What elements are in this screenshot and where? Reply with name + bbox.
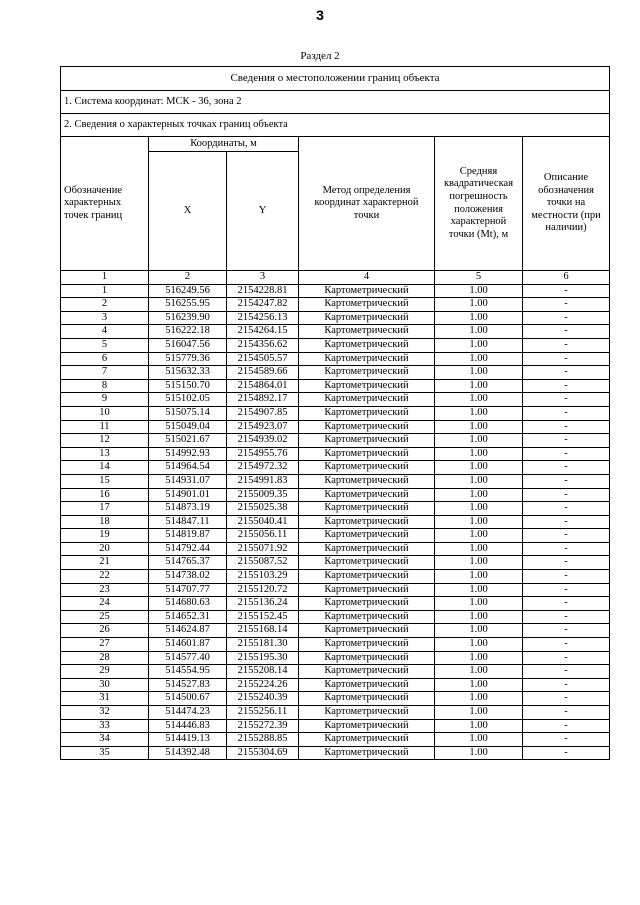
description-cell: - bbox=[523, 325, 610, 339]
x-coordinate-cell: 514652.31 bbox=[149, 610, 227, 624]
y-coordinate-cell: 2154256.13 bbox=[227, 311, 299, 325]
x-coordinate-cell: 515779.36 bbox=[149, 352, 227, 366]
accuracy-cell: 1.00 bbox=[435, 570, 523, 584]
accuracy-cell: 1.00 bbox=[435, 515, 523, 529]
header-accuracy: Средняя квадратическая погрешность положения характерной точки (Mt), м bbox=[435, 137, 523, 271]
point-number-cell: 26 bbox=[61, 624, 149, 638]
method-cell: Картометрический bbox=[299, 719, 435, 733]
accuracy-cell: 1.00 bbox=[435, 651, 523, 665]
y-coordinate-cell: 2155208.14 bbox=[227, 665, 299, 679]
method-cell: Картометрический bbox=[299, 733, 435, 747]
x-coordinate-cell: 514992.93 bbox=[149, 447, 227, 461]
header-point-designation: Обозначение характерных точек границ bbox=[61, 137, 149, 271]
y-coordinate-cell: 2155272.39 bbox=[227, 719, 299, 733]
y-coordinate-cell: 2154892.17 bbox=[227, 393, 299, 407]
column-number: 3 bbox=[227, 271, 299, 285]
coordinate-system-row bbox=[61, 91, 610, 114]
table-row bbox=[61, 447, 610, 461]
accuracy-cell: 1.00 bbox=[435, 284, 523, 298]
description-cell: - bbox=[523, 447, 610, 461]
description-cell: - bbox=[523, 597, 610, 611]
method-cell: Картометрический bbox=[299, 678, 435, 692]
column-numbers-row bbox=[61, 271, 610, 285]
point-number-cell: 16 bbox=[61, 488, 149, 502]
table-row bbox=[61, 529, 610, 543]
x-coordinate-cell: 514819.87 bbox=[149, 529, 227, 543]
x-coordinate-cell: 514392.48 bbox=[149, 746, 227, 760]
method-cell: Картометрический bbox=[299, 597, 435, 611]
description-cell: - bbox=[523, 379, 610, 393]
description-cell: - bbox=[523, 542, 610, 556]
y-coordinate-cell: 2155288.85 bbox=[227, 733, 299, 747]
point-number-cell: 19 bbox=[61, 529, 149, 543]
points-heading: 2. Сведения о характерных точках границ объекта bbox=[61, 114, 610, 137]
x-coordinate-cell: 514500.67 bbox=[149, 692, 227, 706]
point-number-cell: 1 bbox=[61, 284, 149, 298]
description-cell: - bbox=[523, 583, 610, 597]
method-cell: Картометрический bbox=[299, 624, 435, 638]
point-number-cell: 27 bbox=[61, 638, 149, 652]
x-coordinate-cell: 516255.95 bbox=[149, 298, 227, 312]
header-description: Описание обозначения точки на местности (при наличии) bbox=[523, 137, 610, 271]
method-cell: Картометрический bbox=[299, 461, 435, 475]
description-cell: - bbox=[523, 488, 610, 502]
description-cell: - bbox=[523, 366, 610, 380]
description-cell: - bbox=[523, 338, 610, 352]
table-row bbox=[61, 325, 610, 339]
point-number-cell: 4 bbox=[61, 325, 149, 339]
description-cell: - bbox=[523, 610, 610, 624]
point-number-cell: 6 bbox=[61, 352, 149, 366]
point-number-cell: 13 bbox=[61, 447, 149, 461]
y-coordinate-cell: 2155056.11 bbox=[227, 529, 299, 543]
x-coordinate-cell: 515150.70 bbox=[149, 379, 227, 393]
description-cell: - bbox=[523, 719, 610, 733]
method-cell: Картометрический bbox=[299, 447, 435, 461]
section-label: Раздел 2 bbox=[300, 50, 340, 62]
table-row bbox=[61, 338, 610, 352]
y-coordinate-cell: 2155181.30 bbox=[227, 638, 299, 652]
y-coordinate-cell: 2155120.72 bbox=[227, 583, 299, 597]
table-row bbox=[61, 488, 610, 502]
method-cell: Картометрический bbox=[299, 692, 435, 706]
description-cell: - bbox=[523, 420, 610, 434]
table-row bbox=[61, 746, 610, 760]
column-number: 4 bbox=[299, 271, 435, 285]
x-coordinate-cell: 514474.23 bbox=[149, 706, 227, 720]
method-cell: Картометрический bbox=[299, 338, 435, 352]
method-cell: Картометрический bbox=[299, 406, 435, 420]
method-cell: Картометрический bbox=[299, 311, 435, 325]
accuracy-cell: 1.00 bbox=[435, 502, 523, 516]
accuracy-cell: 1.00 bbox=[435, 638, 523, 652]
method-cell: Картометрический bbox=[299, 502, 435, 516]
accuracy-cell: 1.00 bbox=[435, 420, 523, 434]
y-coordinate-cell: 2155025.38 bbox=[227, 502, 299, 516]
x-coordinate-cell: 514792.44 bbox=[149, 542, 227, 556]
y-coordinate-cell: 2155136.24 bbox=[227, 597, 299, 611]
table-row bbox=[61, 719, 610, 733]
point-number-cell: 3 bbox=[61, 311, 149, 325]
table-row bbox=[61, 284, 610, 298]
x-coordinate-cell: 514577.40 bbox=[149, 651, 227, 665]
x-coordinate-cell: 514419.13 bbox=[149, 733, 227, 747]
coordinate-system: 1. Система координат: МСК - 36, зона 2 bbox=[61, 91, 610, 114]
accuracy-cell: 1.00 bbox=[435, 406, 523, 420]
point-number-cell: 8 bbox=[61, 379, 149, 393]
x-coordinate-cell: 514873.19 bbox=[149, 502, 227, 516]
y-coordinate-cell: 2155168.14 bbox=[227, 624, 299, 638]
description-cell: - bbox=[523, 515, 610, 529]
accuracy-cell: 1.00 bbox=[435, 393, 523, 407]
point-number-cell: 25 bbox=[61, 610, 149, 624]
accuracy-cell: 1.00 bbox=[435, 692, 523, 706]
x-coordinate-cell: 516249.56 bbox=[149, 284, 227, 298]
table-row bbox=[61, 651, 610, 665]
point-number-cell: 34 bbox=[61, 733, 149, 747]
method-cell: Картометрический bbox=[299, 706, 435, 720]
table-row bbox=[61, 379, 610, 393]
y-coordinate-cell: 2154907.85 bbox=[227, 406, 299, 420]
x-coordinate-cell: 516047.56 bbox=[149, 338, 227, 352]
table-row bbox=[61, 474, 610, 488]
y-coordinate-cell: 2154228.81 bbox=[227, 284, 299, 298]
y-coordinate-cell: 2155304.69 bbox=[227, 746, 299, 760]
point-number-cell: 31 bbox=[61, 692, 149, 706]
table-row bbox=[61, 624, 610, 638]
description-cell: - bbox=[523, 624, 610, 638]
header-row-1 bbox=[61, 137, 610, 152]
point-number-cell: 24 bbox=[61, 597, 149, 611]
method-cell: Картометрический bbox=[299, 570, 435, 584]
method-cell: Картометрический bbox=[299, 542, 435, 556]
accuracy-cell: 1.00 bbox=[435, 311, 523, 325]
accuracy-cell: 1.00 bbox=[435, 678, 523, 692]
x-coordinate-cell: 514738.02 bbox=[149, 570, 227, 584]
table-row bbox=[61, 733, 610, 747]
accuracy-cell: 1.00 bbox=[435, 733, 523, 747]
table-row bbox=[61, 406, 610, 420]
x-coordinate-cell: 514931.07 bbox=[149, 474, 227, 488]
description-cell: - bbox=[523, 638, 610, 652]
x-coordinate-cell: 514901.01 bbox=[149, 488, 227, 502]
header-method: Метод определения координат характерной точки bbox=[299, 137, 435, 271]
method-cell: Картометрический bbox=[299, 434, 435, 448]
accuracy-cell: 1.00 bbox=[435, 434, 523, 448]
table-row bbox=[61, 311, 610, 325]
accuracy-cell: 1.00 bbox=[435, 461, 523, 475]
page-number: 3 bbox=[316, 7, 324, 23]
table-row bbox=[61, 352, 610, 366]
y-coordinate-cell: 2155256.11 bbox=[227, 706, 299, 720]
description-cell: - bbox=[523, 474, 610, 488]
table-row bbox=[61, 665, 610, 679]
x-coordinate-cell: 514707.77 bbox=[149, 583, 227, 597]
accuracy-cell: 1.00 bbox=[435, 597, 523, 611]
point-number-cell: 9 bbox=[61, 393, 149, 407]
point-number-cell: 10 bbox=[61, 406, 149, 420]
table-row bbox=[61, 556, 610, 570]
y-coordinate-cell: 2154955.76 bbox=[227, 447, 299, 461]
description-cell: - bbox=[523, 556, 610, 570]
x-coordinate-cell: 514765.37 bbox=[149, 556, 227, 570]
accuracy-cell: 1.00 bbox=[435, 488, 523, 502]
y-coordinate-cell: 2154505.57 bbox=[227, 352, 299, 366]
y-coordinate-cell: 2155071.92 bbox=[227, 542, 299, 556]
column-number: 6 bbox=[523, 271, 610, 285]
point-number-cell: 30 bbox=[61, 678, 149, 692]
table-row bbox=[61, 692, 610, 706]
x-coordinate-cell: 514680.63 bbox=[149, 597, 227, 611]
table-row bbox=[61, 610, 610, 624]
y-coordinate-cell: 2155195.30 bbox=[227, 651, 299, 665]
y-coordinate-cell: 2154589.66 bbox=[227, 366, 299, 380]
method-cell: Картометрический bbox=[299, 474, 435, 488]
method-cell: Картометрический bbox=[299, 746, 435, 760]
method-cell: Картометрический bbox=[299, 325, 435, 339]
y-coordinate-cell: 2155103.29 bbox=[227, 570, 299, 584]
description-cell: - bbox=[523, 733, 610, 747]
table-row bbox=[61, 502, 610, 516]
accuracy-cell: 1.00 bbox=[435, 665, 523, 679]
accuracy-cell: 1.00 bbox=[435, 352, 523, 366]
x-coordinate-cell: 514527.83 bbox=[149, 678, 227, 692]
y-coordinate-cell: 2154264.15 bbox=[227, 325, 299, 339]
y-coordinate-cell: 2154923.07 bbox=[227, 420, 299, 434]
column-number: 1 bbox=[61, 271, 149, 285]
table-title: Сведения о местоположении границ объекта bbox=[61, 67, 610, 91]
points-heading-row bbox=[61, 114, 610, 137]
description-cell: - bbox=[523, 393, 610, 407]
method-cell: Картометрический bbox=[299, 352, 435, 366]
y-coordinate-cell: 2155240.39 bbox=[227, 692, 299, 706]
table-row bbox=[61, 366, 610, 380]
table-row bbox=[61, 570, 610, 584]
point-number-cell: 29 bbox=[61, 665, 149, 679]
y-coordinate-cell: 2154356.62 bbox=[227, 338, 299, 352]
point-number-cell: 21 bbox=[61, 556, 149, 570]
method-cell: Картометрический bbox=[299, 366, 435, 380]
table-row bbox=[61, 583, 610, 597]
method-cell: Картометрический bbox=[299, 583, 435, 597]
point-number-cell: 12 bbox=[61, 434, 149, 448]
description-cell: - bbox=[523, 706, 610, 720]
description-cell: - bbox=[523, 352, 610, 366]
accuracy-cell: 1.00 bbox=[435, 298, 523, 312]
description-cell: - bbox=[523, 311, 610, 325]
x-coordinate-cell: 514847.11 bbox=[149, 515, 227, 529]
x-coordinate-cell: 514624.87 bbox=[149, 624, 227, 638]
y-coordinate-cell: 2154247.82 bbox=[227, 298, 299, 312]
header-y: Y bbox=[227, 152, 299, 271]
table-row bbox=[61, 434, 610, 448]
y-coordinate-cell: 2154864.01 bbox=[227, 379, 299, 393]
x-coordinate-cell: 515075.14 bbox=[149, 406, 227, 420]
x-coordinate-cell: 515632.33 bbox=[149, 366, 227, 380]
column-number: 5 bbox=[435, 271, 523, 285]
table-row bbox=[61, 461, 610, 475]
accuracy-cell: 1.00 bbox=[435, 325, 523, 339]
accuracy-cell: 1.00 bbox=[435, 379, 523, 393]
method-cell: Картометрический bbox=[299, 393, 435, 407]
x-coordinate-cell: 514601.87 bbox=[149, 638, 227, 652]
accuracy-cell: 1.00 bbox=[435, 542, 523, 556]
x-coordinate-cell: 515021.67 bbox=[149, 434, 227, 448]
point-number-cell: 11 bbox=[61, 420, 149, 434]
x-coordinate-cell: 515102.05 bbox=[149, 393, 227, 407]
point-number-cell: 2 bbox=[61, 298, 149, 312]
method-cell: Картометрический bbox=[299, 651, 435, 665]
accuracy-cell: 1.00 bbox=[435, 583, 523, 597]
description-cell: - bbox=[523, 692, 610, 706]
point-number-cell: 22 bbox=[61, 570, 149, 584]
description-cell: - bbox=[523, 406, 610, 420]
x-coordinate-cell: 514554.95 bbox=[149, 665, 227, 679]
point-number-cell: 28 bbox=[61, 651, 149, 665]
point-number-cell: 15 bbox=[61, 474, 149, 488]
y-coordinate-cell: 2155224.26 bbox=[227, 678, 299, 692]
table-body bbox=[61, 67, 610, 760]
accuracy-cell: 1.00 bbox=[435, 746, 523, 760]
method-cell: Картометрический bbox=[299, 610, 435, 624]
y-coordinate-cell: 2155087.52 bbox=[227, 556, 299, 570]
accuracy-cell: 1.00 bbox=[435, 556, 523, 570]
point-number-cell: 35 bbox=[61, 746, 149, 760]
description-cell: - bbox=[523, 651, 610, 665]
table-row bbox=[61, 393, 610, 407]
method-cell: Картометрический bbox=[299, 665, 435, 679]
accuracy-cell: 1.00 bbox=[435, 366, 523, 380]
y-coordinate-cell: 2155152.45 bbox=[227, 610, 299, 624]
y-coordinate-cell: 2154991.83 bbox=[227, 474, 299, 488]
point-number-cell: 23 bbox=[61, 583, 149, 597]
point-number-cell: 20 bbox=[61, 542, 149, 556]
column-number: 2 bbox=[149, 271, 227, 285]
point-number-cell: 17 bbox=[61, 502, 149, 516]
x-coordinate-cell: 515049.04 bbox=[149, 420, 227, 434]
y-coordinate-cell: 2154939.02 bbox=[227, 434, 299, 448]
method-cell: Картометрический bbox=[299, 638, 435, 652]
accuracy-cell: 1.00 bbox=[435, 706, 523, 720]
point-number-cell: 18 bbox=[61, 515, 149, 529]
method-cell: Картометрический bbox=[299, 556, 435, 570]
method-cell: Картометрический bbox=[299, 515, 435, 529]
point-number-cell: 14 bbox=[61, 461, 149, 475]
accuracy-cell: 1.00 bbox=[435, 610, 523, 624]
method-cell: Картометрический bbox=[299, 379, 435, 393]
method-cell: Картометрический bbox=[299, 488, 435, 502]
y-coordinate-cell: 2154972.32 bbox=[227, 461, 299, 475]
table-row bbox=[61, 420, 610, 434]
method-cell: Картометрический bbox=[299, 298, 435, 312]
description-cell: - bbox=[523, 284, 610, 298]
accuracy-cell: 1.00 bbox=[435, 474, 523, 488]
header-x: X bbox=[149, 152, 227, 271]
description-cell: - bbox=[523, 570, 610, 584]
table-row bbox=[61, 638, 610, 652]
accuracy-cell: 1.00 bbox=[435, 529, 523, 543]
method-cell: Картометрический bbox=[299, 529, 435, 543]
table-title-row bbox=[61, 67, 610, 91]
table-row bbox=[61, 597, 610, 611]
method-cell: Картометрический bbox=[299, 420, 435, 434]
description-cell: - bbox=[523, 529, 610, 543]
table-row bbox=[61, 298, 610, 312]
x-coordinate-cell: 516239.90 bbox=[149, 311, 227, 325]
accuracy-cell: 1.00 bbox=[435, 719, 523, 733]
accuracy-cell: 1.00 bbox=[435, 624, 523, 638]
description-cell: - bbox=[523, 678, 610, 692]
point-number-cell: 5 bbox=[61, 338, 149, 352]
description-cell: - bbox=[523, 461, 610, 475]
description-cell: - bbox=[523, 298, 610, 312]
table-row bbox=[61, 542, 610, 556]
y-coordinate-cell: 2155009.35 bbox=[227, 488, 299, 502]
x-coordinate-cell: 514964.54 bbox=[149, 461, 227, 475]
x-coordinate-cell: 514446.83 bbox=[149, 719, 227, 733]
table-row bbox=[61, 515, 610, 529]
method-cell: Картометрический bbox=[299, 284, 435, 298]
description-cell: - bbox=[523, 665, 610, 679]
y-coordinate-cell: 2155040.41 bbox=[227, 515, 299, 529]
table-row bbox=[61, 678, 610, 692]
point-number-cell: 7 bbox=[61, 366, 149, 380]
description-cell: - bbox=[523, 746, 610, 760]
header-coordinates: Координаты, м bbox=[149, 137, 299, 152]
point-number-cell: 33 bbox=[61, 719, 149, 733]
description-cell: - bbox=[523, 434, 610, 448]
table-row bbox=[61, 706, 610, 720]
accuracy-cell: 1.00 bbox=[435, 338, 523, 352]
description-cell: - bbox=[523, 502, 610, 516]
accuracy-cell: 1.00 bbox=[435, 447, 523, 461]
x-coordinate-cell: 516222.18 bbox=[149, 325, 227, 339]
boundary-points-table bbox=[60, 66, 610, 760]
point-number-cell: 32 bbox=[61, 706, 149, 720]
